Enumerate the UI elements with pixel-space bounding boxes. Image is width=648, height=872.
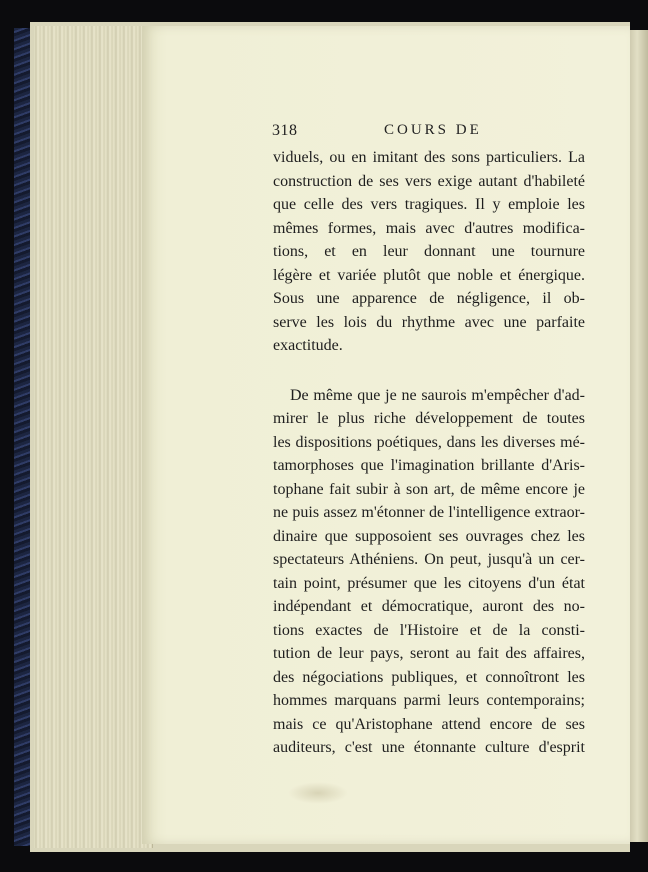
running-head-title: COURS DE [384, 122, 482, 138]
text-line: légère et variée plutôt que noble et énergique. [273, 266, 585, 284]
text-line: De même que je ne saurois m'empêcher d'ad- [290, 386, 585, 404]
stacked-page-edges [34, 26, 153, 848]
text-line: tions exactes de l'Histoire et de la consti- [273, 621, 585, 639]
paragraph-1 [273, 146, 585, 358]
text-line: auditeurs, c'est une étonnante culture d'esprit [273, 739, 585, 756]
paper-stain [288, 782, 348, 804]
paragraph-gap [273, 358, 585, 384]
text-line: les dispositions poétiques, dans les diverses mé- [273, 433, 585, 451]
text-line: tophane fait subir à son art, de même encore je [273, 480, 585, 498]
text-line: viduels, ou en imitant des sons particuliers. La [273, 149, 585, 166]
text-line: que celle des vers tragiques. Il y emploie les [273, 196, 585, 213]
text-line: tain point, présumer que les citoyens d'un état [273, 574, 585, 592]
text-line: dinaire que supposoient ses ouvrages chez les [273, 527, 585, 545]
facing-page-edge [630, 30, 648, 842]
paragraph-2 [273, 384, 585, 760]
text-line: hommes marquans parmi leurs contemporains; [273, 692, 585, 709]
text-line: mirer le plus riche développement de toutes [273, 410, 585, 427]
body-text [273, 146, 585, 760]
text-line: mêmes formes, mais avec d'autres modifica- [273, 219, 585, 237]
running-head [272, 122, 590, 146]
page-number: 318 [272, 122, 298, 139]
text-line: tions, et en leur donnant une tournure [273, 243, 585, 260]
text-line: tamorphoses que l'imagination brillante d'Aris- [273, 457, 585, 474]
text-line: Sous une apparence de négligence, il ob- [273, 290, 585, 307]
text-line: tution de leur pays, seront au fait des affaires, [273, 645, 585, 662]
text-line: serve les lois du rhythme avec une parfaite [273, 313, 585, 331]
text-line: construction de ses vers exige autant d'habileté [273, 172, 585, 190]
text-line: ne puis assez m'étonner de l'intelligence extraor- [273, 504, 585, 521]
text-line: mais ce qu'Aristophane attend encore de ses [273, 715, 585, 733]
text-line: spectateurs Athéniens. On peut, jusqu'à un cer- [273, 551, 585, 568]
text-line: indépendant et démocratique, auront des no- [273, 598, 585, 615]
text-line: exactitude. [273, 337, 343, 354]
text-line: des négociations publiques, et connoîtront les [273, 668, 585, 686]
